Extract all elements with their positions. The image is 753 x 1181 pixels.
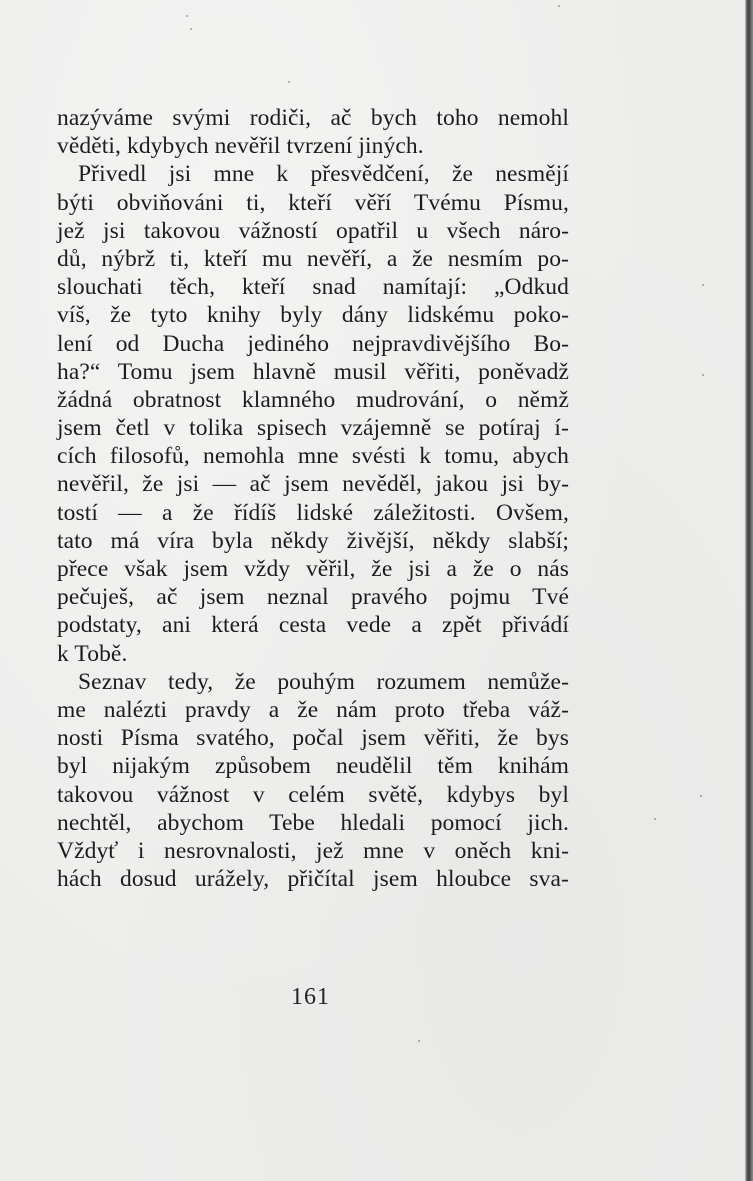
text-line: nevěřil, že jsi — ač jsem nevěděl, jakou jsi by- bbox=[57, 471, 569, 498]
paper-speck bbox=[288, 81, 290, 83]
text-line: nosti Písma svatého, počal jsem věřiti, že bys bbox=[57, 725, 569, 752]
text-line: Vždyť i nesrovnalosti, jež mne v oněch kni- bbox=[57, 837, 569, 864]
text-line: lení od Ducha jediného nejpravdivějšího Bo- bbox=[57, 330, 569, 357]
text-line: cích filosofů, nemohla mne svésti k tomu, abych bbox=[57, 443, 569, 470]
paper-speck bbox=[702, 284, 704, 286]
paper-speck bbox=[700, 795, 702, 797]
text-line: víš, že tyto knihy byly dány lidskému poko- bbox=[57, 302, 569, 329]
text-line: takovou vážnost v celém světě, kdybys byl bbox=[57, 781, 569, 808]
text-line: k Tobě. bbox=[57, 640, 128, 667]
paper-speck bbox=[190, 28, 192, 30]
text-line: Přivedl jsi mne k přesvědčení, že nesmějí bbox=[78, 161, 569, 188]
text-line: žádná obratnost klamného mudrování, o němž bbox=[57, 386, 569, 413]
paper-speck bbox=[654, 818, 656, 820]
text-line: jsem četl v tolika spisech vzájemně se potíraj í- bbox=[57, 415, 569, 442]
text-line: jež jsi takovou vážností opatřil u všech náro- bbox=[57, 217, 569, 244]
text-line: nechtěl, abychom Tebe hledali pomocí jich. bbox=[57, 809, 569, 836]
paper-speck bbox=[186, 15, 188, 17]
text-line: nazýváme svými rodiči, ač bych toho nemohl bbox=[57, 105, 569, 131]
text-line: slouchati těch, kteří snad namítají: „Odkud bbox=[57, 274, 569, 301]
body-text bbox=[57, 104, 569, 893]
text-line: byl nijakým způsobem neudělil těm knihám bbox=[57, 753, 569, 780]
text-line: tato má víra byla někdy živější, někdy slabší; bbox=[57, 527, 569, 554]
paper-speck bbox=[418, 1040, 420, 1042]
text-line: přece však jsem vždy věřil, že jsi a že o nás bbox=[57, 556, 569, 582]
book-spine-edge bbox=[745, 0, 753, 1181]
text-line: ha?“ Tomu jsem hlavně musil věřiti, poněvadž bbox=[57, 358, 569, 385]
page-number: 161 bbox=[291, 984, 330, 1010]
text-line: pečuješ, ač jsem neznal pravého pojmu Tvé bbox=[57, 584, 569, 611]
text-line: Seznav tedy, že pouhým rozumem nemůže- bbox=[78, 668, 569, 695]
text-line: býti obviňováni ti, kteří věří Tvému Písmu, bbox=[57, 189, 569, 216]
text-line: podstaty, ani která cesta vede a zpět přivádí bbox=[57, 612, 569, 639]
text-line: dů, nýbrž ti, kteří mu nevěří, a že nesmím po- bbox=[57, 245, 569, 272]
paper-speck bbox=[702, 374, 704, 376]
paper-speck bbox=[558, 5, 560, 7]
text-line: věděti, kdybych nevěřil tvrzení jiných. bbox=[57, 133, 424, 160]
text-line: me nalézti pravdy a že nám proto třeba váž- bbox=[57, 696, 569, 723]
text-line: tostí — a že řídíš lidské záležitosti. Ovšem, bbox=[57, 499, 569, 526]
text-line: hách dosud urážely, přičítal jsem hloubce sva- bbox=[57, 866, 569, 893]
